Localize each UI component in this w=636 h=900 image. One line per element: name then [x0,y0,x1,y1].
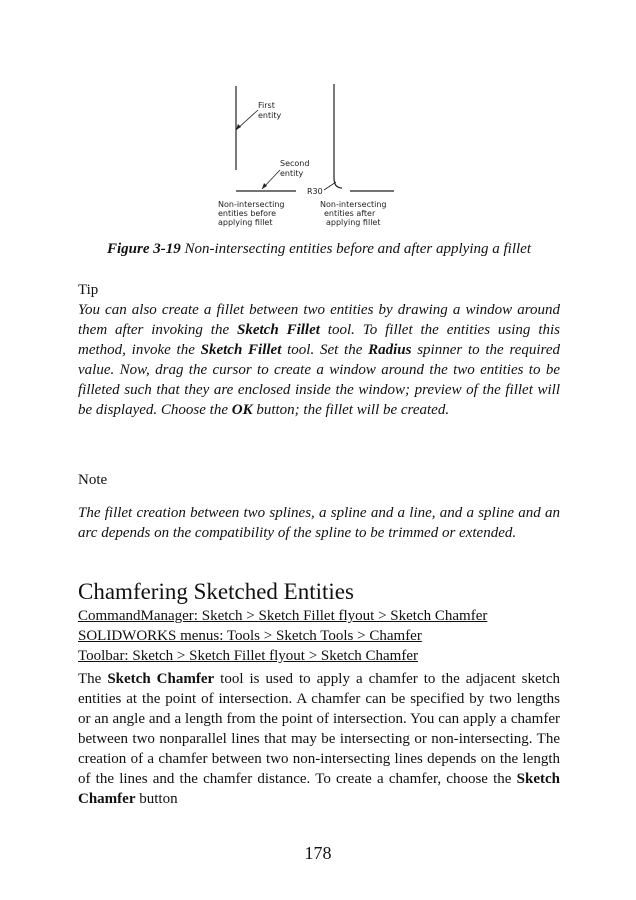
right-caption-1: Non-intersecting [320,200,387,209]
fillet-diagram [200,78,430,238]
note-body: The fillet creation between two splines, a spline and a line, and a spline and an arc depends on the compatibility of the spline to be trimmed or extended. [78,505,560,541]
figure-caption [78,241,560,258]
tip-text-4: spinner to the required value. Now, drag the cursor to create a window around the two entities to be filleted such that they are enclosed inside the window; preview of the fillet will be displayed. Choose the [78,342,560,418]
toolbar-path: Toolbar: Sketch > Sketch Fillet flyout > Sketch Chamfer [78,648,418,664]
body-text-2: tool is used to apply a chamfer to the adjacent sketch entities at the point of intersection. A chamfer can be specified by two lengths or an angle and a length from the point of intersection. You can apply a chamfer between two nonparallel lines that may be intersecting or non-intersecting. The creation of a chamfer between two non-intersecting lines depends on the length of the lines and the chamfer distance. To create a chamfer, choose the [78,671,560,787]
tip-text-2: tool. To fillet the entities using this method, invoke the [78,322,560,358]
tip-label: Tip [78,282,99,298]
tip-bold-sketch-fillet-2: Sketch Fillet [200,342,282,358]
tip-bold-ok: OK [231,402,253,418]
body-text-1: The [78,671,108,687]
tip-text-1: You can also create a fillet between two entities by drawing a window around them after invoking the [78,302,560,338]
label-radius: R30 [307,187,323,196]
body-bold-sketch-chamfer-2: Sketch Chamfer [78,771,560,807]
section-heading: Chamfering Sketched Entities [78,579,354,604]
commandmanager-path: CommandManager: Sketch > Sketch Fillet flyout > Sketch Chamfer [78,608,488,624]
page-number: 178 [304,843,332,863]
chamfer-paragraph [78,669,560,809]
label-first-entity: entity [258,111,282,120]
tip-body [78,300,560,420]
left-caption-3: applying fillet [218,218,273,227]
label-second-entity: entity [280,169,304,178]
radius-leader [324,182,336,190]
tip-bold-radius: Radius [368,342,412,358]
figure-caption-text: Non-intersecting entities before and after applying a fillet [180,241,531,257]
label-first: First [258,101,275,110]
tip-bold-sketch-fillet: Sketch Fillet [237,322,320,338]
tip-text-5: button; the fillet will be created. [252,402,450,418]
left-caption-1: Non-intersecting [218,200,285,209]
right-caption-3: applying fillet [326,218,381,227]
first-arrow [236,124,241,130]
menus-path: SOLIDWORKS menus: Tools > Sketch Tools > Chamfer [78,628,422,644]
second-arrow [262,183,267,189]
figure-number: Figure 3-19 [107,241,181,257]
body-text-3: button [135,791,178,807]
command-locations [78,606,487,666]
note-label: Note [78,472,108,488]
body-bold-sketch-chamfer: Sketch Chamfer [107,671,215,687]
left-caption-2: entities before [218,209,277,218]
right-caption-2: entities after [324,209,376,218]
label-second: Second [280,159,310,168]
fillet-figure [200,78,430,238]
tip-text-3: tool. Set the [281,342,369,358]
